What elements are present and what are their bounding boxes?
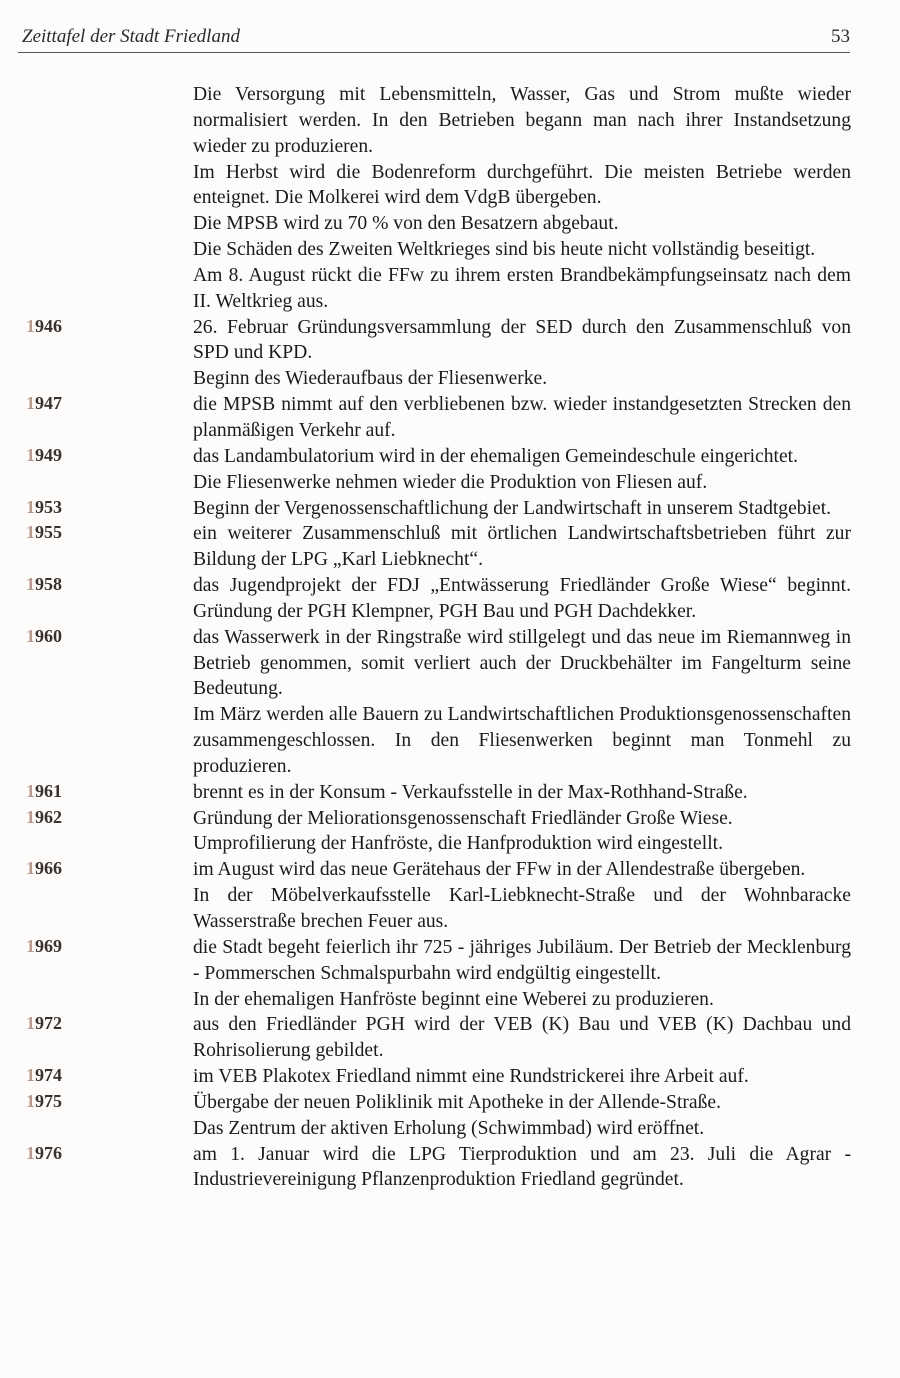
entry-paragraph: im VEB Plakotex Friedland nimmt eine Rundstrickerei ihre Arbeit auf. — [193, 1066, 749, 1088]
timeline-entry — [0, 573, 900, 625]
entry-year: 1958 — [26, 574, 62, 595]
timeline-entry — [0, 780, 900, 806]
entry-text — [193, 1090, 851, 1142]
timeline-entry — [0, 82, 900, 315]
entry-paragraph: Im März werden alle Bauern zu Landwirtschaftlichen Produktionsgenossenschaften zusammengeschlossen. In den Fliesenwerken beginnt man Tonmehl zu produzieren. — [193, 704, 851, 777]
entry-paragraph: das Jugendprojekt der FDJ „Entwässerung Friedländer Große Wiese“ beginnt. Gründung der PGH Klempner, PGH Bau und PGH Dachdekker. — [193, 575, 851, 622]
entry-text — [193, 1142, 851, 1194]
entry-paragraph: Übergabe der neuen Poliklinik mit Apotheke in der Allende-Straße. — [193, 1091, 721, 1113]
entry-paragraph: Die MPSB wird zu 70 % von den Besatzern abgebaut. — [193, 213, 619, 235]
entry-year: 1961 — [26, 780, 62, 801]
entry-paragraph: am 1. Januar wird die LPG Tierproduktion und am 23. Juli die Agrar - Industrievereinigung Pflanzenproduktion Friedland gegründet. — [193, 1143, 851, 1191]
entry-paragraph: Das Zentrum der aktiven Erholung (Schwimmbad) wird eröffnet. — [193, 1117, 705, 1139]
timeline-entry — [0, 625, 900, 780]
entry-year: 1949 — [26, 444, 62, 465]
timeline-entry — [0, 935, 900, 1013]
running-title: Zeittafel der Stadt Friedland — [22, 26, 240, 47]
entry-paragraph: ein weiterer Zusammenschluß mit örtlichen Landwirtschaftsbetrieben führt zur Bildung der LPG „Karl Liebknecht“. — [193, 523, 851, 571]
timeline-entry — [0, 857, 900, 935]
entry-paragraph: Im Herbst wird die Bodenreform durchgeführt. Die meisten Betriebe werden enteignet. Die Molkerei wird dem VdgB übergeben. — [193, 161, 851, 209]
timeline-entry — [0, 496, 900, 522]
entry-paragraph: In der ehemaligen Hanfröste beginnt eine Weberei zu produzieren. — [193, 988, 714, 1010]
entry-text — [193, 82, 851, 315]
entry-paragraph: das Wasserwerk in der Ringstraße wird stillgelegt und das neue im Riemannweg in Betrieb genommen, somit verliert auch der Druckbehälter im Fangelturm seine Bedeutung. — [193, 626, 851, 700]
entry-year: 1953 — [26, 496, 62, 517]
entry-paragraph: Gründung der Meliorationsgenossenschaft Friedländer Große Wiese. — [193, 807, 733, 829]
entry-paragraph: Die Versorgung mit Lebensmitteln, Wasser, Gas und Strom mußte wieder normalisiert werden. In den Betrieben begann man nach ihrer Instandsetzung wieder zu produzieren. — [193, 84, 851, 157]
entry-year: 1975 — [26, 1090, 62, 1111]
timeline-entry — [0, 392, 900, 444]
entry-year: 1974 — [26, 1065, 62, 1086]
page-number: 53 — [831, 26, 850, 47]
timeline-entry — [0, 1142, 900, 1194]
entry-text — [193, 1012, 851, 1064]
entry-year: 1962 — [26, 806, 62, 827]
entry-paragraph: Beginn der Vergenossenschaftlichung der Landwirtschaft in unserem Stadtgebiet. — [193, 497, 832, 519]
entry-year: 1972 — [26, 1013, 62, 1034]
timeline-entry — [0, 315, 900, 393]
entry-paragraph: die MPSB nimmt auf den verbliebenen bzw. wieder instandgesetzten Strecken den planmäßigen Verkehr auf. — [193, 394, 851, 441]
entry-paragraph: Beginn des Wiederaufbaus der Fliesenwerke. — [193, 368, 548, 390]
entry-paragraph: im August wird das neue Gerätehaus der FFw in der Allendestraße übergeben. — [193, 859, 806, 881]
entry-text — [193, 780, 851, 806]
entry-paragraph: Am 8. August rückt die FFw zu ihrem ersten Brandbekämpfungseinsatz nach dem II. Weltkrieg aus. — [193, 264, 851, 312]
entry-paragraph: 26. Februar Gründungsversammlung der SED durch den Zusammenschluß von SPD und KPD. — [193, 316, 851, 364]
entry-year: 1966 — [26, 858, 62, 879]
entry-paragraph: die Stadt begeht feierlich ihr 725 - jähriges Jubiläum. Der Betrieb der Mecklenburg - Pommerschen Schmalspurbahn wird endgültig eingestellt. — [193, 936, 851, 984]
timeline-entry — [0, 1090, 900, 1142]
entry-text — [193, 1064, 851, 1090]
entry-text — [193, 496, 851, 522]
entry-paragraph: Umprofilierung der Hanfröste, die Hanfproduktion wird eingestellt. — [193, 833, 723, 855]
entry-text — [193, 857, 851, 935]
page-header — [18, 24, 850, 54]
entry-paragraph: brennt es in der Konsum - Verkaufsstelle in der Max-Rothhand-Straße. — [193, 781, 748, 803]
entry-text — [193, 315, 851, 393]
entry-text — [193, 935, 851, 1013]
entry-text — [193, 444, 851, 496]
timeline-entry — [0, 1012, 900, 1064]
entry-paragraph: aus den Friedländer PGH wird der VEB (K) Bau und VEB (K) Dachbau und Rohrisolierung gebildet. — [193, 1014, 851, 1062]
entry-year: 1960 — [26, 625, 62, 646]
timeline-entry — [0, 806, 900, 858]
entry-paragraph: In der Möbelverkaufsstelle Karl-Liebknecht-Straße und der Wohnbaracke Wasserstraße brechen Feuer aus. — [193, 885, 851, 932]
entry-text — [193, 625, 851, 780]
entry-year: 1969 — [26, 935, 62, 956]
entry-text — [193, 573, 851, 625]
entry-year: 1947 — [26, 393, 62, 414]
timeline — [0, 82, 900, 1193]
entry-text — [193, 521, 851, 573]
entry-paragraph: Die Schäden des Zweiten Weltkrieges sind bis heute nicht vollständig beseitigt. — [193, 239, 816, 261]
entry-year: 1946 — [26, 315, 62, 336]
entry-paragraph: Die Fliesenwerke nehmen wieder die Produktion von Fliesen auf. — [193, 471, 708, 493]
entry-year: 1955 — [26, 522, 62, 543]
timeline-entry — [0, 521, 900, 573]
header-rule — [18, 52, 850, 53]
timeline-entry — [0, 1064, 900, 1090]
timeline-entry — [0, 444, 900, 496]
entry-text — [193, 806, 851, 858]
entry-paragraph: das Landambulatorium wird in der ehemaligen Gemeindeschule eingerichtet. — [193, 445, 799, 467]
entry-year: 1976 — [26, 1142, 62, 1163]
entry-text — [193, 392, 851, 444]
